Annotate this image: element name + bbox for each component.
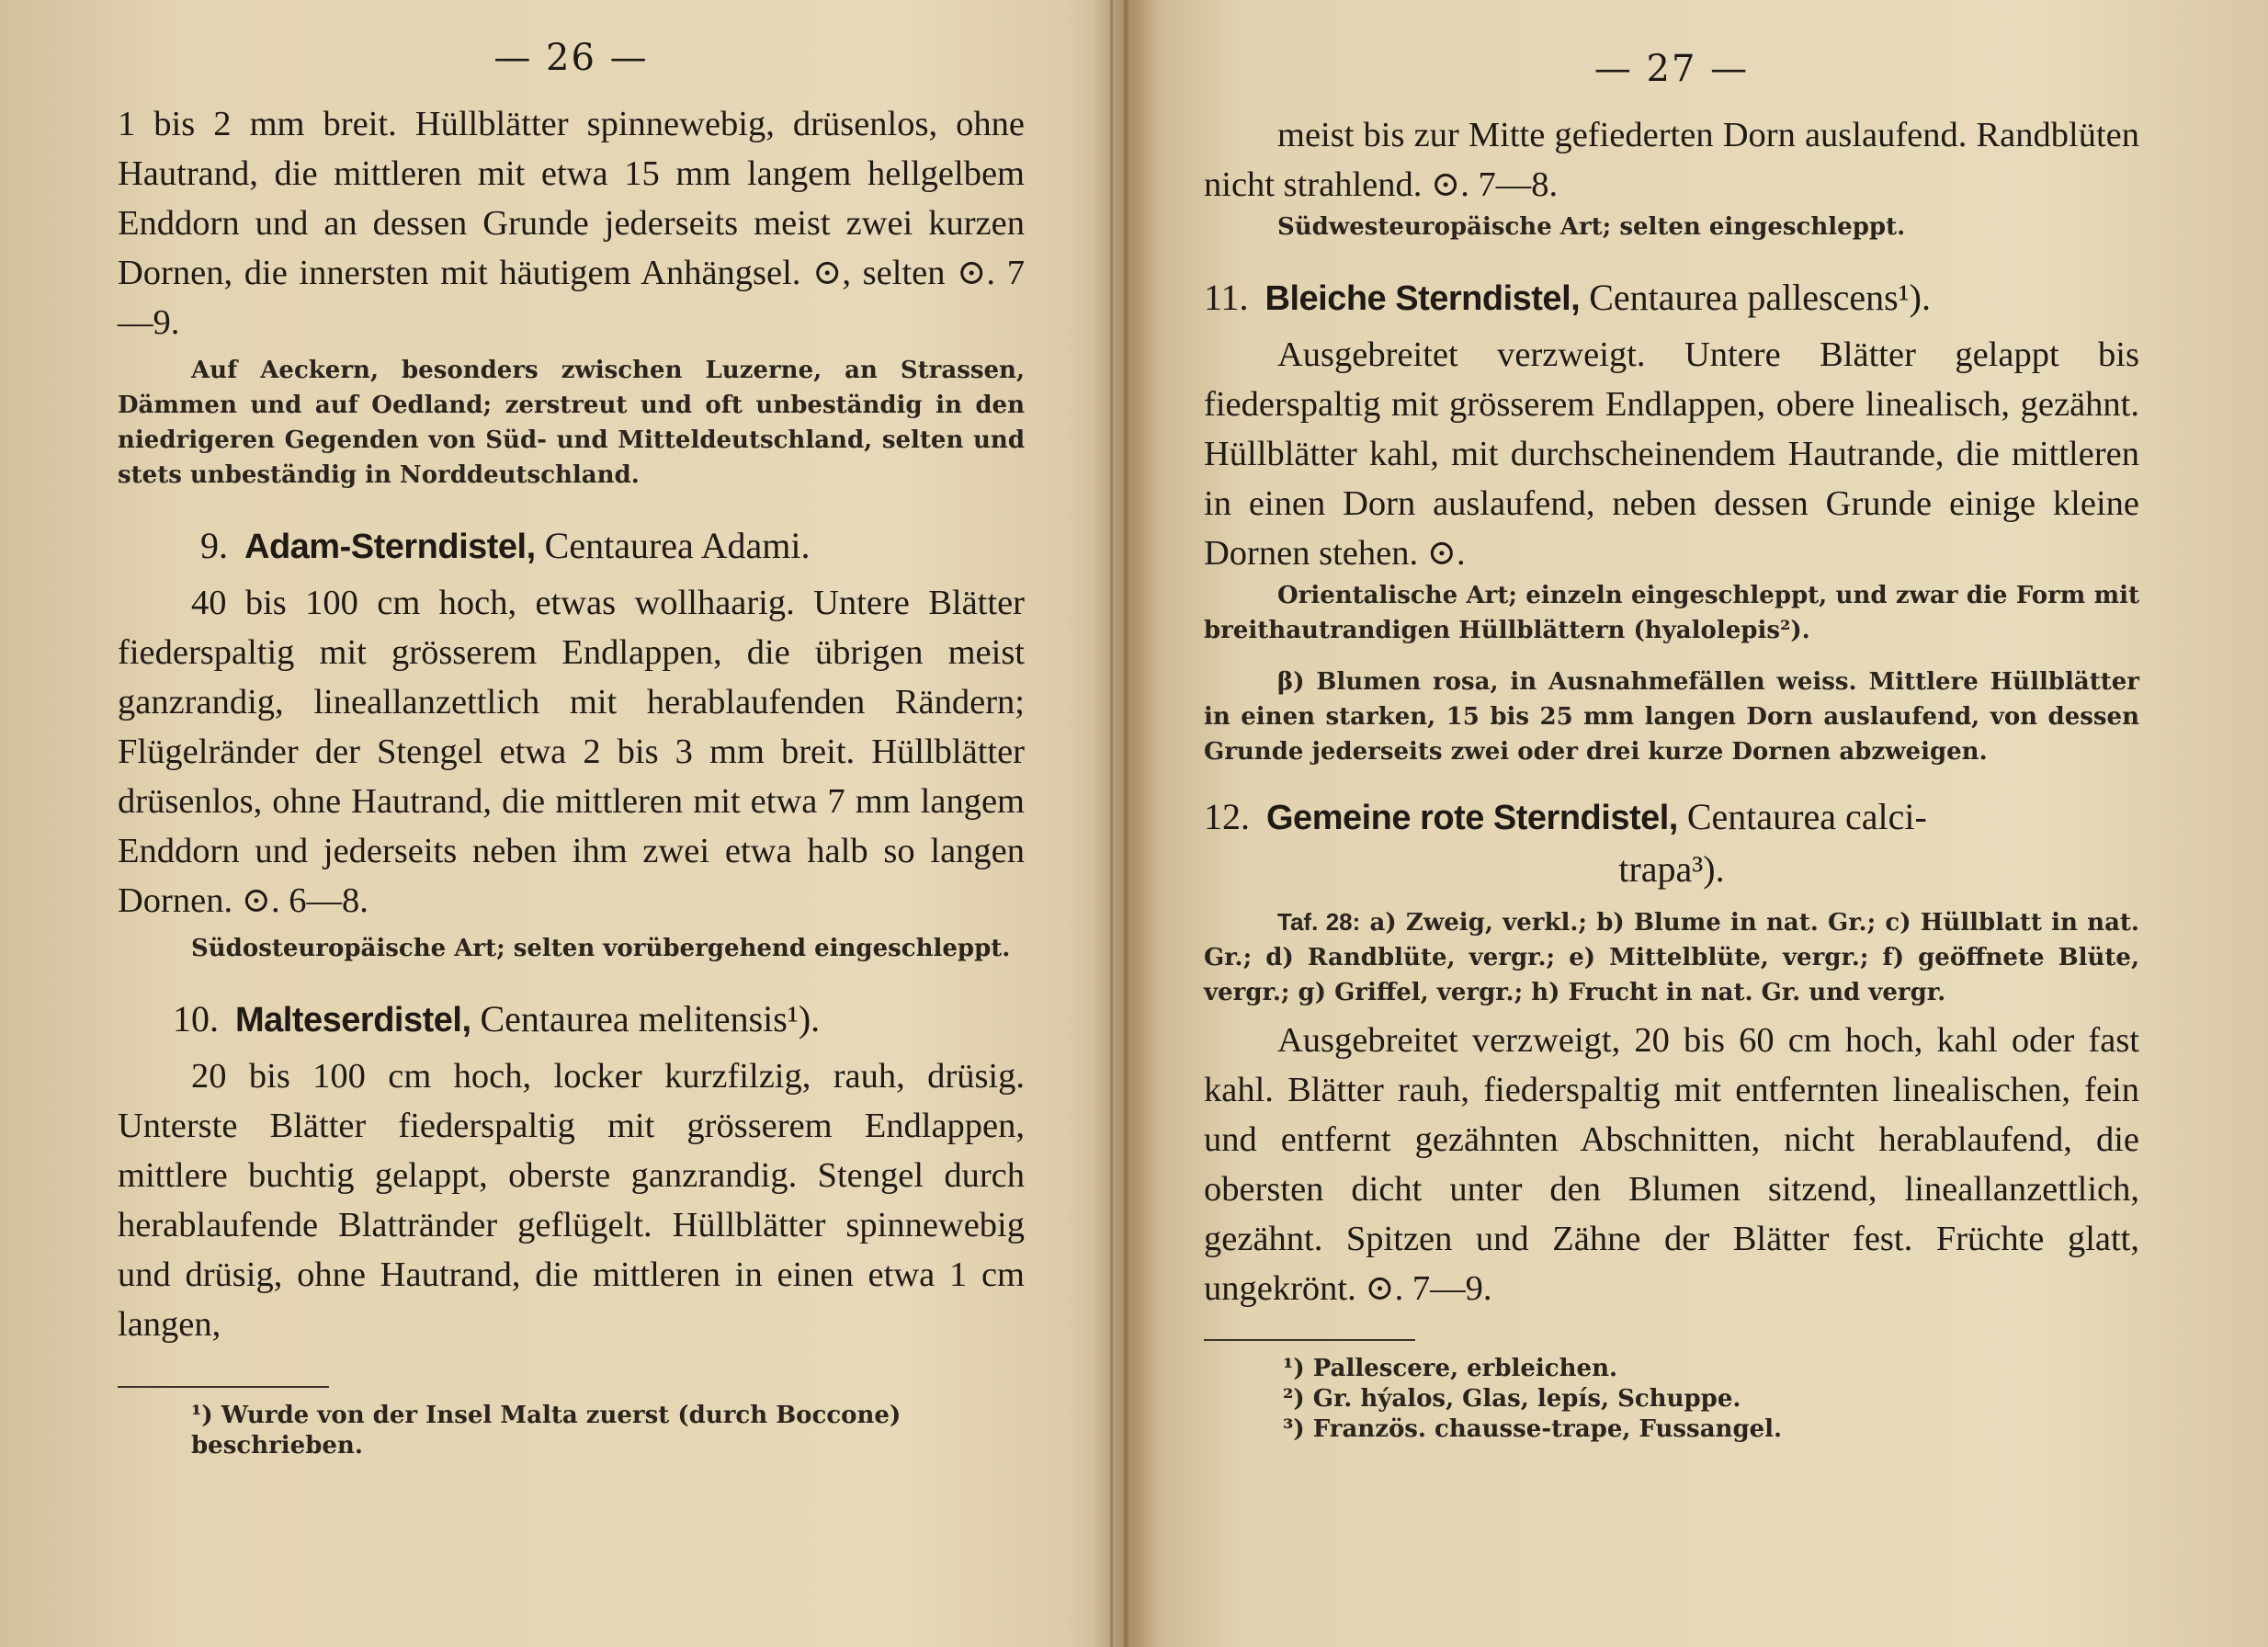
species-text-9: 40 bis 100 cm hoch, etwas wollhaarig. Untere Blätter fiederspaltig mit grösserem Endlappen, die übrigen meist ganzrandig, lineallanzettlich mit herablaufenden Rändern; Flügelränder der Stengel etwa 2 bis 3 mm breit. Hüllblätter drüsenlos, ohne Hautrand, die mittleren mit etwa 7 mm langem Enddorn und jederseits neben ihm zwei etwa halb so langen Dornen. ⊙. 6—8. (118, 584, 1025, 920)
footnotes-right (1204, 1339, 2139, 1445)
species-name: Bleiche Sterndistel, (1264, 279, 1581, 318)
species-latin-continued: trapa³). (1618, 848, 1725, 890)
species-latin: Centaurea melitensis¹). (480, 998, 821, 1039)
species-note-9: Südosteuropäische Art; selten vorübergehend eingeschleppt. (191, 935, 1011, 962)
intro-text-left: 1 bis 2 mm breit. Hüllblätter spinnewebig, drüsenlos, ohne Hautrand, die mittleren mit etwa 15 mm langem hellgelbem Enddorn und an dessen Grunde jederseits meist zwei kurzen Dornen, die innersten mit häutigem Anhängsel. ⊙, selten ⊙. 7—9. (118, 105, 1025, 342)
left-page (0, 0, 1112, 1647)
species-latin: Centaurea pallescens¹). (1589, 277, 1932, 318)
species-heading-11 (1204, 272, 2139, 324)
species-text-12: Ausgebreitet verzweigt, 20 bis 60 cm hoch, kahl oder fast kahl. Blätter rauh, fiederspaltig mit entfernten linealischen, fein und entfernt gezähnten Abschnitten, nicht herablaufend, die obersten dicht unter den Blumen sitzend, lineallanzettlich, gezähnt. Spitzen und Zähne der Blätter fest. Früchte glatt, ungekrönt. ⊙. 7—9. (1204, 1021, 2139, 1308)
species-beta-note-11: β) Blumen rosa, in Ausnahmefällen weiss. Mittlere Hüllblätter in einen starken, 15 bis 25 mm langen Dorn auslaufend, von dessen Grunde jederseits zwei oder drei kurze Dornen abzweigen. (1204, 668, 2139, 766)
species-text-10: 20 bis 100 cm hoch, locker kurzfilzig, rauh, drüsig. Unterste Blätter fiederspaltig mit grösserem Endlappen, mittlere buchtig gelappt, oberste ganzrandig. Stengel durch herablaufende Blattränder geflügelt. Hüllblätter spinnewebig und drüsig, ohne Hautrand, die mittleren in einen etwa 1 cm langen, (118, 1057, 1025, 1344)
footnote-rule-left (118, 1386, 329, 1388)
species-text-11: Ausgebreitet verzweigt. Untere Blätter gelappt bis fiederspaltig mit grösserem Endlappen, obere linealisch, gezähnt. Hüllblätter kahl, mit durchscheinendem Hautrande, die mittleren in einen Dorn auslaufend, neben dessen Grunde einige kleine Dornen stehen. ⊙. (1204, 335, 2139, 573)
species-name: Malteserdistel, (235, 1001, 471, 1039)
species-heading-12 (1204, 791, 2139, 844)
plate-label: Taf. 28: (1277, 908, 1361, 936)
species-name: Adam-Sterndistel, (244, 528, 536, 566)
intro-text-right: meist bis zur Mitte gefiederten Dorn auslaufend. Randblüten nicht strahlend. ⊙. 7—8. (1204, 116, 2139, 204)
species-number: 10. (173, 998, 219, 1039)
footnote-right-2: ²) Gr. hýalos, Glas, lepís, Schuppe. (1283, 1385, 1741, 1413)
page-number-left: — 26 — (493, 37, 649, 79)
intro-note-left: Auf Aeckern, besonders zwischen Luzerne, an Strassen, Dämmen und auf Oedland; zerstreut und oft unbeständig in den niedrigeren Gegenden von Süd- und Mitteldeutschland, selten und stets unbeständig in Norddeutschland. (118, 357, 1025, 489)
footnote-right-1: ¹) Pallescere, erbleichen. (1283, 1355, 1618, 1382)
right-page (1130, 0, 2268, 1647)
species-heading-9 (118, 520, 1025, 573)
footnote-right-3: ³) Französ. chausse-trape, Fussangel. (1283, 1415, 1783, 1443)
footnote-left-1: ¹) Wurde von der Insel Malta zuerst (durch Boccone) beschrieben. (191, 1402, 902, 1460)
species-heading-10 (118, 994, 1025, 1046)
species-number: 11. (1204, 277, 1249, 318)
footnote-rule-right (1204, 1339, 1415, 1341)
species-note-11: Orientalische Art; einzeln eingeschleppt, und zwar die Form mit breithautrandigen Hüllblättern (hyalolepis²). (1204, 582, 2139, 644)
species-name: Gemeine rote Sterndistel, (1266, 799, 1678, 837)
species-latin: Centaurea calci- (1686, 796, 1927, 837)
species-latin: Centaurea Adami. (544, 525, 811, 566)
plate-text: a) Zweig, verkl.; b) Blume in nat. Gr.; c) Hüllblatt in nat. Gr.; d) Randblüte, vergr.; e) Mittelblüte, vergr.; f) geöffnete Blüte, vergr.; g) Griffel, vergr.; h) Frucht in nat. Gr. und vergr. (1204, 909, 2139, 1006)
species-number: 9. (200, 525, 228, 566)
intro-note-right: Südwesteuropäische Art; selten eingeschleppt. (1277, 213, 1906, 241)
plate-legend (1204, 904, 2139, 1010)
page-number-right: — 27 — (1593, 48, 1750, 90)
species-number: 12. (1204, 796, 1250, 837)
